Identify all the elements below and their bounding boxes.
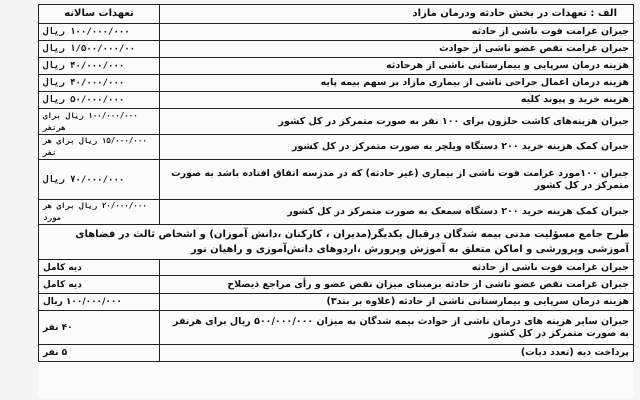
row-amount: ۴۰ نفر <box>39 311 160 345</box>
section-b-table <box>38 259 634 362</box>
row-description: جبران غرامت نقص عضو ناشی از حوادث <box>160 41 634 58</box>
section-a-row <box>39 41 634 58</box>
row-amount: ۵۰/۰۰۰/۰۰۰ ریال <box>39 92 160 109</box>
row-amount: ۱۰۰/۰۰۰/۰۰۰ ریال <box>39 24 160 41</box>
row-description: پرداخت دیه (تعدد دیات) <box>160 345 634 362</box>
section-b-row <box>39 260 634 276</box>
row-description: جبران غرامت فوت ناشی از حادثه <box>160 24 634 41</box>
amount-header: تعهدات سالانه <box>39 5 160 24</box>
row-description: جبران هزینه‌های کاشت حلزون برای ۱۰۰ نفر به صورت متمرکز در کل کشور <box>160 109 634 135</box>
row-amount: ۷۰/۰۰۰/۰۰۰ ریال <box>39 160 160 200</box>
row-description: جبران کمک هزینه خرید ۲۰۰ دستگاه سمعک به صورت متمرکز در کل کشور <box>160 200 634 225</box>
row-description: جبران سایر هزینه های درمان ناشی از حوادث بیمه شدگان به میزان ۵۰۰/۰۰۰/۰۰۰ ریال برای هرنفر به صورت متمرکز در کل کشور <box>160 311 634 345</box>
row-description: هزینه خرید و پیوند کلیه <box>160 92 634 109</box>
section-b-row <box>39 276 634 294</box>
section-a-row <box>39 58 634 75</box>
section-a-row <box>39 92 634 109</box>
section-b-row <box>39 311 634 345</box>
row-description: جبران غرامت نقص عضو ناشی از حادثه برمبنای میزان نقص عضو و رأی مراجع ذیصلاح <box>160 276 634 294</box>
row-amount: ۱۰۰/۰۰۰/۰۰۰ ریال برای هرنفر <box>39 109 160 135</box>
row-description: جبران کمک هزینه خرید ۲۰۰ دستگاه ویلچر به صورت متمرکز در کل کشور <box>160 135 634 160</box>
section-a-title: الف : تعهدات در بخش حادثه ودرمان مازاد <box>160 5 634 24</box>
section-a-row <box>39 109 634 135</box>
page-margin <box>0 0 38 400</box>
row-amount: دیه کامل <box>39 260 160 276</box>
document-sheet <box>38 4 634 398</box>
section-a-row <box>39 200 634 225</box>
section-b-row <box>39 294 634 311</box>
section-a-row <box>39 75 634 92</box>
section-a-row <box>39 135 634 160</box>
row-amount: ۵ نفر <box>39 345 160 362</box>
row-amount: ۲۰/۰۰۰/۰۰۰ ریال برای هر مورد <box>39 200 160 225</box>
section-a-row <box>39 160 634 200</box>
row-description: جبران ۱۰۰مورد غرامت فوت ناشی از بیماری (غیر حادثه) که در مدرسه اتفاق افتاده باشد به صورت متمرکز در کل کشور <box>160 160 634 200</box>
row-amount: ۱۰۰/۰۰۰/۰۰۰ ریال <box>39 294 160 311</box>
row-amount: ۱/۵۰۰/۰۰۰/۰۰ ریال <box>39 41 160 58</box>
section-a-table <box>38 4 634 225</box>
row-description: هزینه درمان سرپایی و بیمارستانی ناشی از هرحادثه <box>160 58 634 75</box>
row-description: هزینه درمان سرپایی و بیمارستانی ناشی از حادثه (علاوه بر بند۳) <box>160 294 634 311</box>
row-amount: ۴۰/۰۰۰/۰۰۰ ریال <box>39 75 160 92</box>
section-a-row <box>39 24 634 41</box>
row-amount: دیه کامل <box>39 276 160 294</box>
row-amount: ۱۵/۰۰۰/۰۰۰ ریال برای هر نفر <box>39 135 160 160</box>
section-b-title: طرح جامع مسؤلیت مدنی بیمه شدگان درقبال یکدیگر(مدیران ، کارکنان ،دانش آموزان) و اشخاص ثالث در فضاهای آموزشی وپرورشی و اماکن متعلق به آموزش وپرورش ،اردوهای دانش‌آموزی و راهیان نور <box>38 225 634 259</box>
section-b-row <box>39 345 634 362</box>
row-amount: ۴۰/۰۰۰/۰۰۰ ریال <box>39 58 160 75</box>
row-description: جبران غرامت فوت ناشی از حادثه <box>160 260 634 276</box>
row-description: هزینه درمان اعمال جراحی ناشی از بیماری مازاد بر سهم بیمه پایه <box>160 75 634 92</box>
